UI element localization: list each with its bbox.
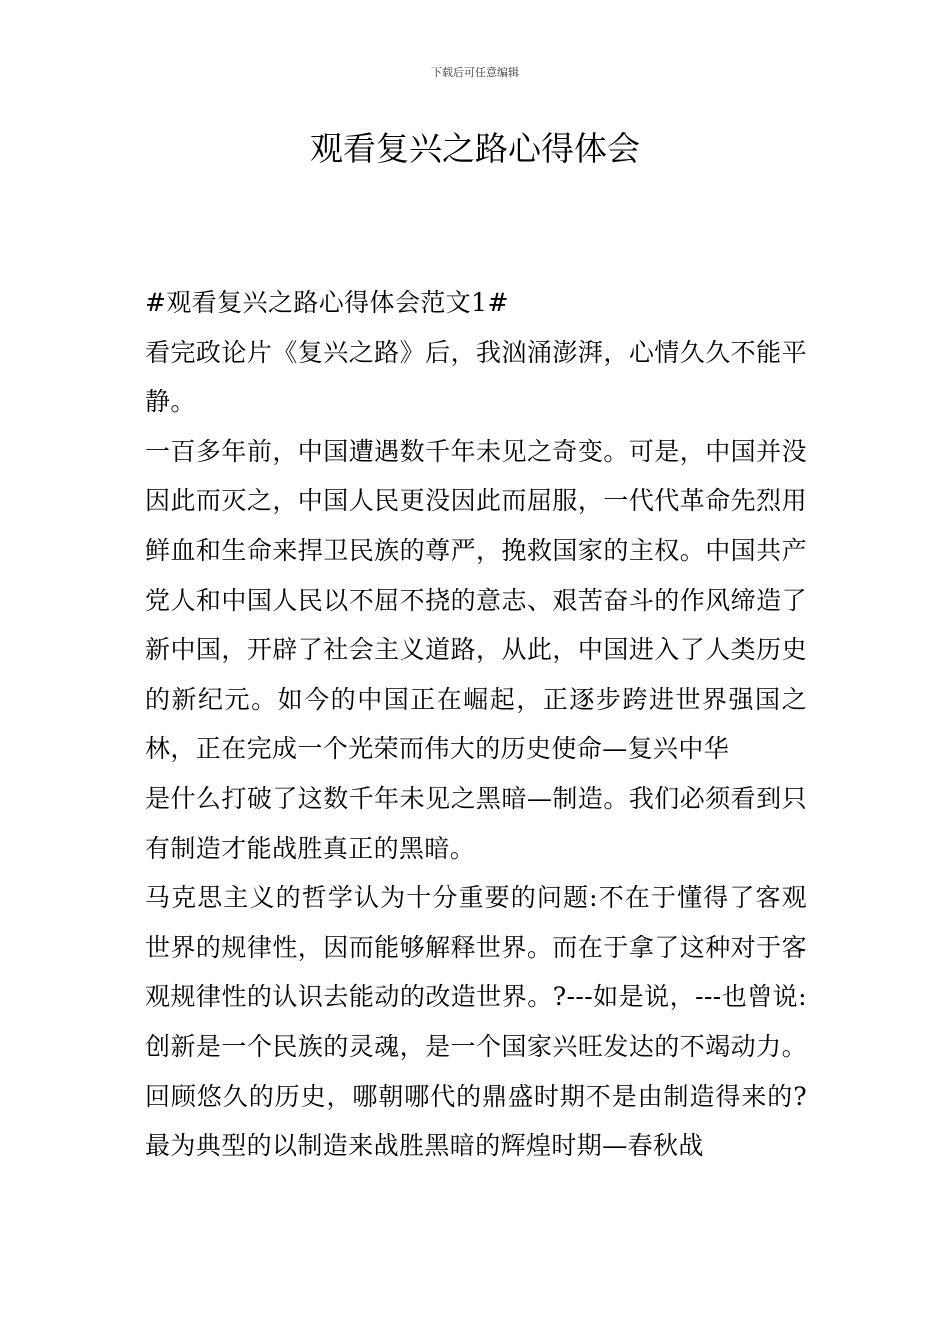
document-title: 观看复兴之路心得体会: [310, 129, 640, 168]
paragraph: 是什么打破了这数千年未见之黑暗—制造。我们必须看到只有制造才能战胜真正的黑暗。: [145, 783, 807, 863]
header-note: 下载后可任意编辑: [431, 66, 519, 79]
paragraph: 看完政论片《复兴之路》后，我汹涌澎湃，心情久久不能平静。: [145, 337, 807, 417]
section-heading: #观看复兴之路心得体会范文1#: [145, 288, 509, 317]
paragraph: 马克思主义的哲学认为十分重要的问题:不在于懂得了客观世界的规律性，因而能够解释世界。而在于拿了这种对于客观规律性的认识去能动的改造世界。?---如是说，---也曾说:创新是一个民族的灵魂，是一个国家兴旺发达的不竭动力。回顾悠久的历史，哪朝哪代的鼎盛时期不是由制造得来的?最为典型的以制造来战胜黑暗的辉煌时期—春秋战: [145, 883, 807, 1161]
paragraph: 一百多年前，中国遭遇数千年未见之奇变。可是，中国并没因此而灭之，中国人民更没因此而屈服，一代代革命先烈用鲜血和生命来捍卫民族的尊严，挽救国家的主权。中国共产党人和中国人民以不屈不挠的意志、艰苦奋斗的作风缔造了新中国，开辟了社会主义道路，从此，中国进入了人类历史的新纪元。如今的中国正在崛起，正逐步跨进世界强国之林，正在完成一个光荣而伟大的历史使命—复兴中华: [145, 436, 807, 764]
document-body: [145, 278, 807, 1171]
